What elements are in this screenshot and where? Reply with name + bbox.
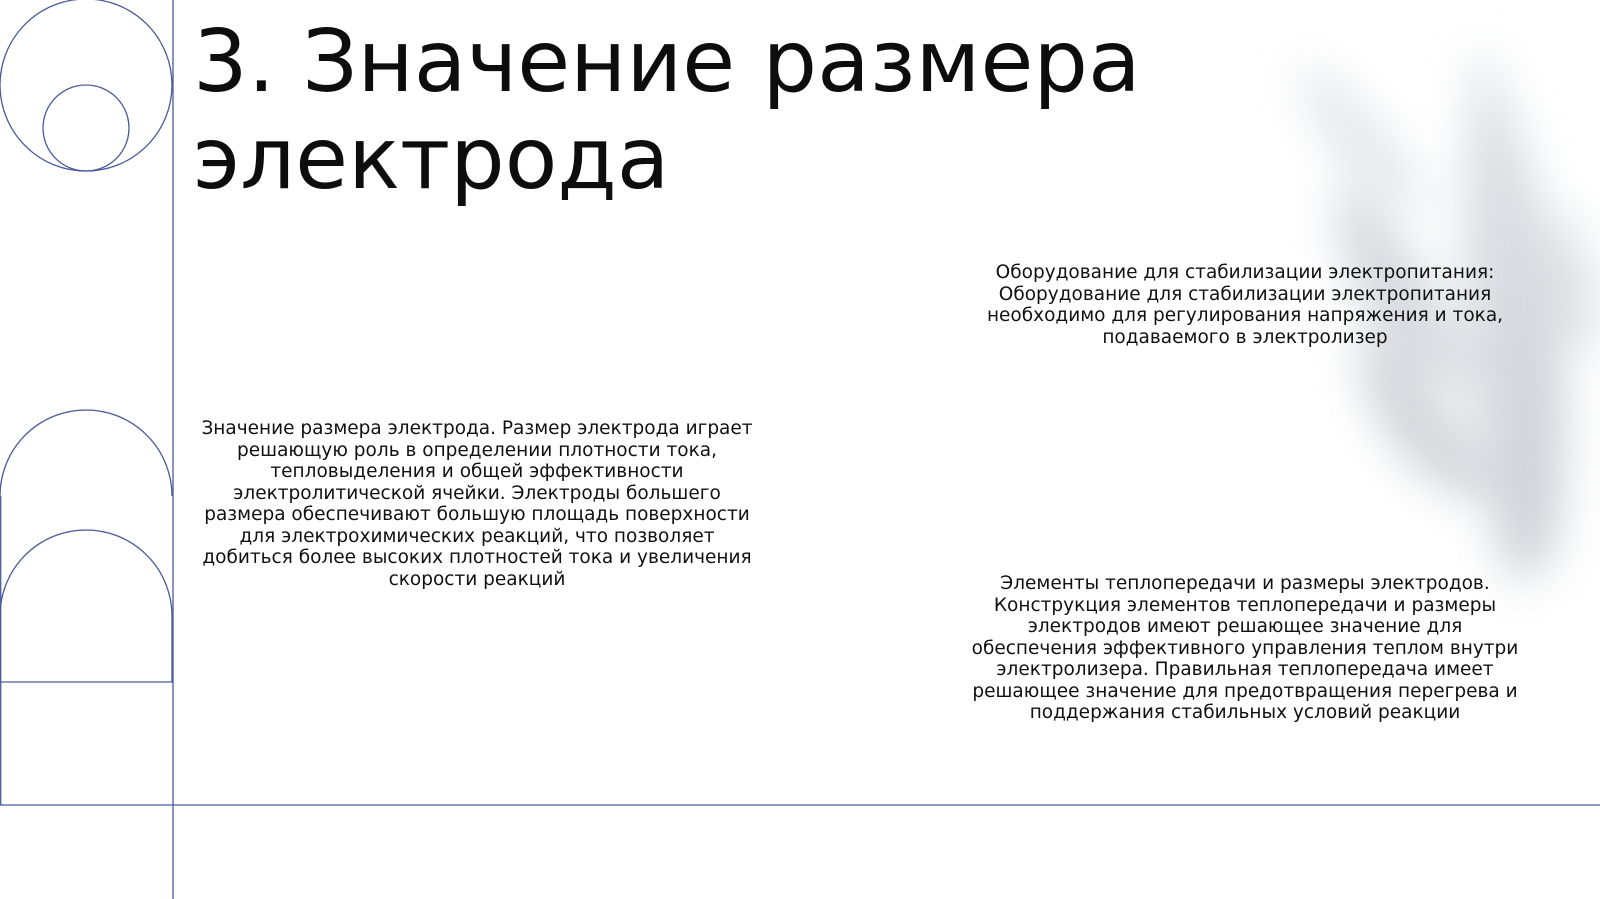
- decor-circle-small: [43, 85, 129, 171]
- heat-transfer-paragraph: Элементы теплопередачи и размеры электродов. Конструкция элементов теплопередачи и размеры электродов имеют решающее значение для обеспечения эффективного управления теплом внутри электролизера. Правильная теплопередача имеет решающее значение для предотвращения перегрева и поддержания стабильных условий реакции: [971, 573, 1519, 723]
- decor-arch-lower: [0, 530, 172, 682]
- electrode-size-paragraph: Значение размера электрода. Размер электрода играет решающую роль в определении плотности тока, тепловыделения и общей эффективности электролитической ячейки. Электроды большего размера обеспечивают большую площадь поверхности для электрохимических реакций, что позволяет добиться более высоких плотностей тока и увеличения скорости реакций: [201, 418, 753, 590]
- decor-arch-upper: [0, 410, 172, 496]
- power-stabilization-paragraph: Оборудование для стабилизации электропитания: Оборудование для стабилизации электропитания необходимо для регулирования напряжения и тока, подаваемого в электролизер: [986, 262, 1504, 348]
- slide-title: 3. Значение размера электрода: [193, 12, 1141, 209]
